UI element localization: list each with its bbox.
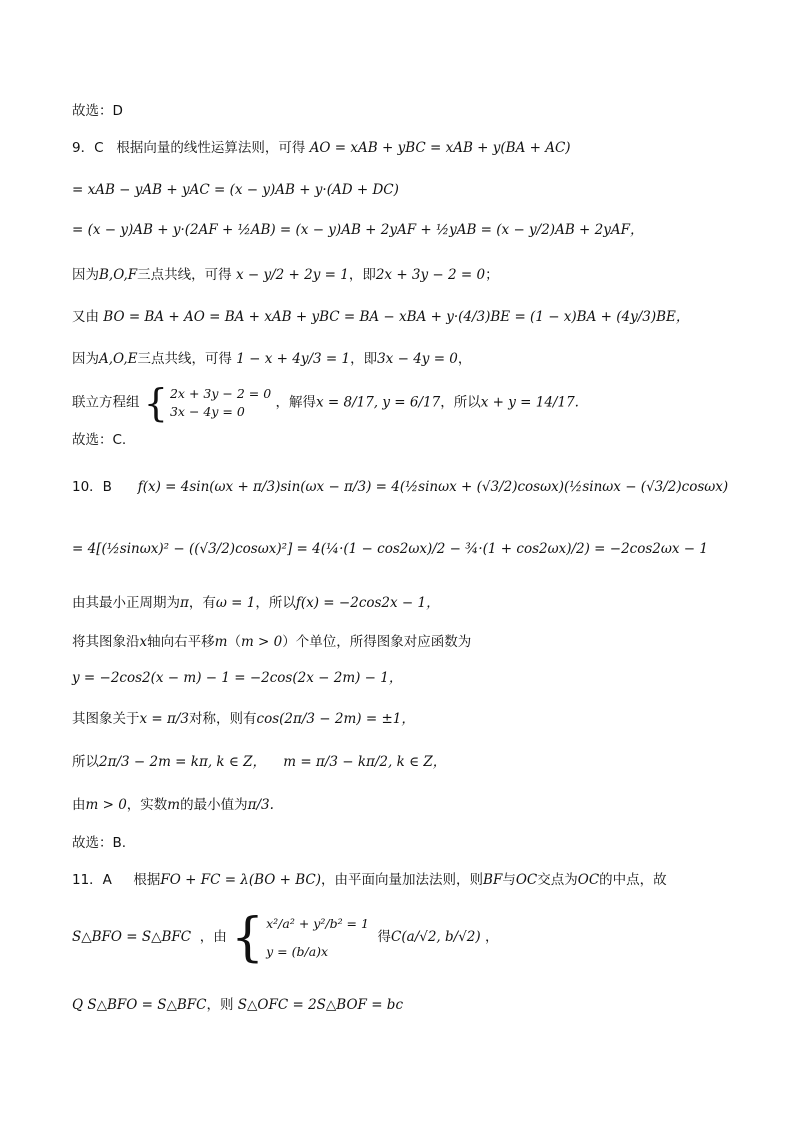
line-q10-shift xyxy=(72,634,471,650)
line-q9-collinear-bof xyxy=(72,267,499,283)
formula: cos(2π/3 − 2m) = ±1， xyxy=(256,711,415,727)
text: 根据 xyxy=(133,872,161,888)
equation: 2x + 3y − 2 = 0 xyxy=(169,385,272,401)
line-answer-d: 故选：D xyxy=(72,103,123,119)
text: 轴向右平移 xyxy=(147,634,215,650)
text: 交点为 xyxy=(537,872,578,888)
line-q9-intro xyxy=(72,140,571,156)
text: ； xyxy=(485,267,499,283)
text: 由其最小正周期为 xyxy=(72,595,180,611)
formula: m xyxy=(167,797,181,813)
formula: x = π/3 xyxy=(139,711,190,727)
formula: OC xyxy=(577,872,600,888)
line-q11-area-result xyxy=(72,997,403,1013)
text: 联立方程组 xyxy=(72,394,140,411)
text: 所以 xyxy=(72,754,99,770)
q9-formula-1: AO = xAB + yBC = xAB + y(BA + AC) xyxy=(309,140,571,156)
line-q10-solve-m xyxy=(72,754,446,770)
text: 将其图象沿 xyxy=(72,634,140,650)
line-q9-bo-vector xyxy=(72,309,689,325)
formula: 2π/3 − 2m = kπ, k ∈ Z， xyxy=(99,754,267,770)
formula: S△OFC = 2S△BOF = bc xyxy=(237,997,404,1013)
line-q9-system xyxy=(72,381,579,425)
brace: { xyxy=(143,381,168,425)
text: 又由 xyxy=(72,309,99,325)
equation-system xyxy=(143,381,272,425)
formula: Q S△BFO = S△BFC xyxy=(72,997,207,1013)
text: ，即 xyxy=(348,267,376,283)
formula: π xyxy=(180,595,189,611)
text: 得 xyxy=(377,929,392,945)
line-q10-period xyxy=(72,595,440,611)
text: ，所以 xyxy=(255,595,296,611)
formula: 1 − x + 4y/3 = 1 xyxy=(236,351,351,367)
text: 与 xyxy=(502,872,516,888)
formula: m xyxy=(214,634,228,650)
formula: x = 8/17, y = 6/17 xyxy=(315,394,441,411)
formula: ω = 1 xyxy=(215,595,256,611)
equation: y = (b/a)x xyxy=(266,943,329,959)
formula: m = π/3 − kπ/2, k ∈ Z， xyxy=(283,754,447,770)
formula: x + y = 14/17. xyxy=(480,394,579,411)
formula: x xyxy=(139,634,148,650)
formula: m > 0 xyxy=(85,797,127,813)
formula: BO = BA + AO = BA + xAB + yBC = BA − xBA + y·(4/3)BE = (1 − x)BA + (4y/3)BE， xyxy=(103,309,690,325)
text: ，有 xyxy=(188,595,216,611)
line-answer-c: 故选：C. xyxy=(72,432,127,448)
text: （ xyxy=(227,634,241,650)
text: ，所以 xyxy=(440,394,481,411)
q9-text: 根据向量的线性运算法则，可得 xyxy=(116,140,306,156)
formula: 3x − 4y = 0 xyxy=(377,351,458,367)
line-q10-symmetry xyxy=(72,711,415,727)
text: ，则 xyxy=(206,997,234,1013)
text: ， xyxy=(484,929,499,945)
formula: FO + FC = λ(BO + BC) xyxy=(160,872,322,888)
text: 三点共线，可得 xyxy=(137,267,232,283)
line-q11-area-system xyxy=(72,907,499,968)
formula: C(a/√2, b/√2) xyxy=(391,929,481,945)
text: ，由平面向量加法法则，则 xyxy=(321,872,484,888)
text: 的中点，故 xyxy=(599,872,667,888)
text: ，解得 xyxy=(275,394,316,411)
formula: OC xyxy=(515,872,538,888)
formula: π/3. xyxy=(247,797,274,813)
formula: m > 0 xyxy=(240,634,283,650)
line-q10-formula-2: = 4[(½sinωx)² − ((√3/2)cosωx)²] = 4(¼·(1 − cos2ωx)/2 − ¾·(1 + cos2ωx)/2) = −2cos2ωx − 1 xyxy=(72,541,708,557)
text: 因为 xyxy=(72,267,99,283)
line-q9-formula-3: = (x − y)AB + y·(2AF + ½AB) = (x − y)AB + 2yAF + ½yAB = (x − y/2)AB + 2yAF， xyxy=(72,222,644,238)
points: B,O,F xyxy=(99,267,138,283)
equation: x²/a² + y²/b² = 1 xyxy=(266,916,369,931)
formula: 2x + 3y − 2 = 0 xyxy=(375,267,486,283)
q11-number: 11．A xyxy=(72,872,112,888)
line-q9-collinear-aoe xyxy=(72,351,471,367)
points: A,O,E xyxy=(99,351,138,367)
line-answer-b: 故选：B. xyxy=(72,835,127,851)
line-q10-shifted-func: y = −2cos2(x − m) − 1 = −2cos(2x − 2m) − 1， xyxy=(72,670,403,686)
line-q11-intro xyxy=(72,872,667,888)
text: 对称，则有 xyxy=(189,711,257,727)
formula: x − y/2 + 2y = 1 xyxy=(235,267,349,283)
brace: { xyxy=(231,907,265,968)
q9-number: 9．C xyxy=(72,140,104,156)
line-q10-min-m xyxy=(72,797,274,813)
equation: 3x − 4y = 0 xyxy=(169,404,245,419)
text: ， xyxy=(457,351,472,367)
q10-number: 10．B xyxy=(72,479,112,495)
line-q9-formula-2: = xAB − yAB + yAC = (x − y)AB + y·(AD + DC) xyxy=(72,182,399,198)
formula: f(x) = −2cos2x − 1， xyxy=(295,595,440,611)
text: 的最小值为 xyxy=(180,797,248,813)
text: 因为 xyxy=(72,351,99,367)
text: 其图象关于 xyxy=(72,711,140,727)
text: ）个单位，所得图象对应函数为 xyxy=(282,634,472,650)
text: ，即 xyxy=(350,351,378,367)
formula: f(x) = 4sin(ωx + π/3)sin(ωx − π/3) = 4(½sinωx + (√3/2)cosωx)(½sinωx − (√3/2)cosωx) xyxy=(137,479,729,495)
text: ，由 xyxy=(199,929,227,945)
line-q10-intro xyxy=(72,479,728,495)
text: 由 xyxy=(72,797,86,813)
formula: S△BFO = S△BFC xyxy=(72,929,192,945)
text: 三点共线，可得 xyxy=(137,351,232,367)
formula: BF xyxy=(483,872,503,888)
equation-system xyxy=(231,907,369,968)
text: ，实数 xyxy=(126,797,168,813)
